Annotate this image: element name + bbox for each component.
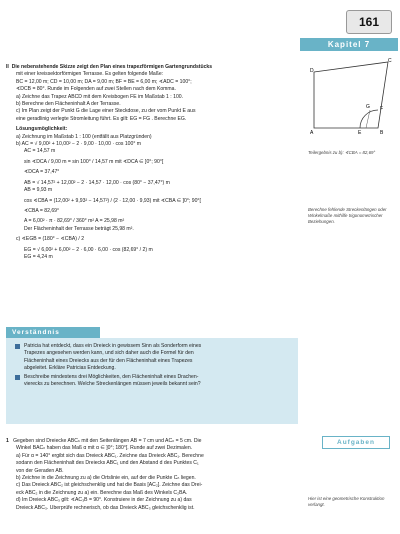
task-intro-line: BC = 12,00 m; CD = 10,00 m; DA = 9,00 m; BF = BE = 6,00 m; ∢ADC = 100°; (16, 78, 192, 85)
task-intro-line: ∢DCB = 80°. Runde im Folgenden auf zwei Stellen nach dem Komma. (16, 86, 176, 93)
label-A: A (310, 130, 314, 136)
label-D: D (310, 68, 314, 74)
side-note-partial-result: Teilergebnis zu b): ∢CBA = 82,69° (308, 150, 376, 155)
solution-line: AB = √ 14,57² + 12,00² − 2 · 14,57 · 12,00 · cos (80° − 37,47°) m (24, 179, 170, 186)
label-E: E (358, 130, 362, 136)
solution-line: A = 6,00² · π · 82,69° / 360° m² A = 25,98 m² (24, 218, 125, 225)
aufgaben-label: Aufgaben (322, 436, 390, 449)
solution-line: Der Flächeninhalt der Terrasse beträgt 25,98 m². (24, 225, 134, 232)
task-number: II (6, 64, 9, 70)
solution-line: ∢DCA = 37,47° (24, 169, 60, 176)
solution-line: AC = 14,57 m (24, 148, 56, 155)
solution-line: AB = 9,93 m (24, 187, 53, 194)
label-C: C (388, 58, 392, 64)
page-header (0, 0, 400, 52)
bullet-square-icon (15, 375, 20, 380)
task-intro-line: II Die nebenstehende Skizze zeigt den Plan eines trapezförmigen Gartengrundstücks (6, 64, 213, 70)
trapezoid-outline (314, 62, 388, 128)
solution-line: EG = 4,24 m (24, 253, 53, 260)
task1-line: c) Das Dreieck ABC₂ ist gleichschenklig und hat die Basis [AC₂]. Zeichne das Drei- (16, 482, 203, 489)
verstaendnis-item: Beschreibe mindestens drei Möglichkeiten, den Flächeninhalt eines Drachen- vierecks zu berechnen. Welche Streckenlängen müssen jeweils bekannt sein? (24, 374, 294, 389)
side-note-hint: Berechne fehlende Streckenlängen oder Winkelmaße mithilfe trigonometrischer Beziehungen. (308, 207, 387, 224)
solution-line: sin ∢DCA / 9,00 m = sin 100° / 14,57 m mit ∢DCA ∈ ]0°; 90°[ (24, 158, 164, 165)
terrace-arc (360, 110, 378, 128)
solution-line: cos ∢CBA = (12,00² + 9,93² − 14,57²) / (2 · 12,00 · 9,93) mit ∢CBA ∈ ]0°; 90°[ (24, 197, 201, 204)
verstaendnis-item: Patricia hat entdeckt, dass ein Dreieck in gewissem Sinn als Sonderform eines Trapezes angesehen werden kann, und sich daher auch die Formel für den Flächeninhalt eines Dreiecks aus der für den Flächeninhalt eines Trapezes abgeleitet. Erkläre Patricias Entdeckung. (24, 343, 294, 373)
chapter-label: Kapitel 7 (300, 38, 398, 51)
label-F: F (380, 106, 384, 112)
bullet-square-icon (15, 344, 20, 349)
task-ii (6, 64, 296, 261)
subtask-b: b) Berechne den Flächeninhalt A der Terrasse. (16, 101, 121, 108)
task1-number: 1 (6, 438, 9, 444)
solution-line: c) ∢EGB = (180° − ∢CBA) / 2 (16, 236, 85, 243)
verstaendnis-box (6, 338, 298, 424)
task1-line: Winkel BACₙ haben das Maß α mit α ∈ ]0°; 180°[. Runde auf zwei Dezimalen. (16, 445, 193, 452)
label-B: B (380, 130, 384, 136)
task1-line: b) Zeichne in die Zeichnung zu a) die Ortslinie ein, auf der die Punkte Cₙ liegen. (16, 475, 196, 482)
side-note-construction: Hier ist eine geometrische Konstruktion verlangt. (308, 496, 385, 507)
subtask-a: a) Zeichne das Trapez ABCD mit dem Kreisbogen FE im Maßstab 1 : 100. (16, 93, 184, 100)
task-intro-line: mit einer kreissektorförmigen Terrasse. Es gelten folgende Maße: (16, 71, 164, 78)
solution-line: ∢CBA = 82,69° (24, 207, 60, 214)
subtask-c-cont: eine geradlinig verlegte Stromleitung führt. Es gilt: EG = FG . Berechne EG. (16, 115, 187, 122)
solution-line: b) AC = √ 9,00² + 10,00² − 2 · 9,00 · 10,00 · cos 100° m (16, 141, 142, 148)
verstaendnis-label: Verständnis (6, 327, 100, 338)
solution-line: a) Zeichnung im Maßstab 1 : 100 (entfällt aus Platzgründen) (16, 133, 152, 140)
solution-heading: Lösungsmöglichkeit: (16, 126, 68, 133)
task1-line: eck ABC₂ in die Zeichnung zu a) ein. Berechne das Maß des Winkels C₂BA. (16, 489, 188, 496)
task1-line: sodann den Flächeninhalt des Dreiecks ABC₁ und den Abstand d des Punktes C₁ (16, 460, 199, 467)
trapezoid-figure (308, 58, 392, 136)
task1-line: d) Im Dreieck ABC₃ gilt: ∢AC₃B = 90°. Konstruiere in der Zeichnung zu a) das (16, 497, 192, 504)
task1-line: a) Für α = 140° ergibt sich das Dreieck ABC₁. Zeichne das Dreieck ABC₁. Berechne (16, 452, 204, 459)
task1-line: Dreieck ABC₃. Überprüfe rechnerisch, ob das Dreieck ABC₃ gleichschenklig ist. (16, 504, 195, 511)
subtask-c: c) Im Plan zeigt der Punkt G die Lage einer Steckdose, zu der vom Punkt E aus (16, 108, 196, 115)
solution-line: EG = √ 6,00² + 6,00² − 2 · 6,00 · 6,00 · cos (82,69° / 2) m (24, 246, 153, 253)
task1-line: von der Geraden AB. (16, 467, 64, 474)
task-1 (6, 438, 306, 512)
page-number: 161 (346, 10, 392, 34)
task1-line: 1 Gegeben sind Dreiecke ABCₙ mit den Seitenlängen AB = 7 cm und ACₙ = 5 cm. Die (6, 438, 202, 444)
label-G: G (366, 104, 370, 110)
